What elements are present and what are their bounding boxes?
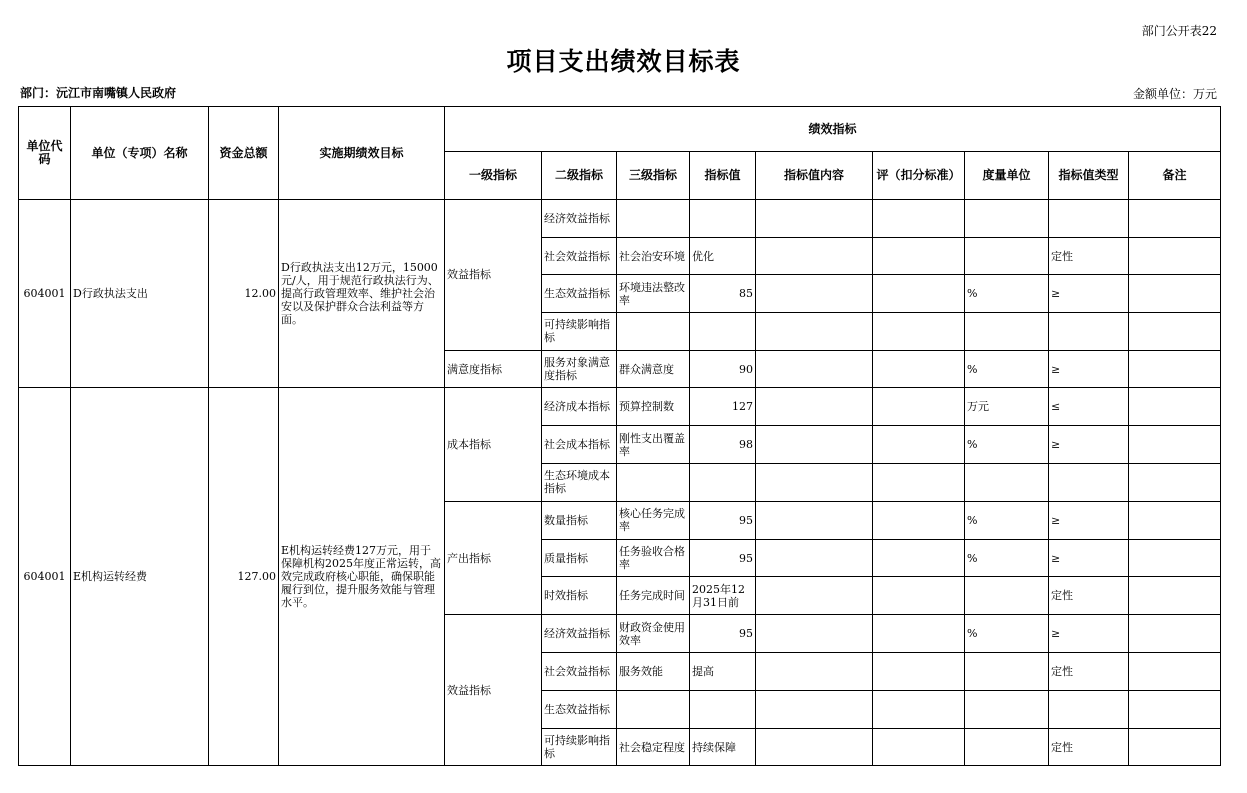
header-level2: 二级指标 xyxy=(542,152,617,200)
value-type-cell: 定性 xyxy=(1049,577,1129,615)
remark-cell xyxy=(1129,426,1221,464)
scoring-cell xyxy=(873,388,965,426)
value-type-cell: ≥ xyxy=(1049,275,1129,313)
remark-cell xyxy=(1129,501,1221,539)
level3-cell: 预算控制数 xyxy=(617,388,690,426)
value-content-cell xyxy=(756,501,873,539)
value-content-cell xyxy=(756,690,873,728)
value-cell xyxy=(690,690,756,728)
value-content-cell xyxy=(756,388,873,426)
value-cell: 持续保障 xyxy=(690,728,756,766)
value-content-cell xyxy=(756,539,873,577)
value-cell: 2025年12月31日前 xyxy=(690,577,756,615)
value-cell xyxy=(690,200,756,238)
level2-cell: 经济成本指标 xyxy=(542,388,617,426)
remark-cell xyxy=(1129,539,1221,577)
level2-cell: 可持续影响指标 xyxy=(542,728,617,766)
level1-cell: 效益指标 xyxy=(445,615,542,766)
value-content-cell xyxy=(756,728,873,766)
header-performance-indicators: 绩效指标 xyxy=(445,107,1221,152)
level2-cell: 社会效益指标 xyxy=(542,237,617,275)
measure-unit-cell xyxy=(965,653,1049,691)
remark-cell xyxy=(1129,350,1221,388)
level3-cell: 环境违法整改率 xyxy=(617,275,690,313)
value-cell xyxy=(690,464,756,502)
measure-unit-cell: % xyxy=(965,501,1049,539)
value-type-cell: 定性 xyxy=(1049,728,1129,766)
value-content-cell xyxy=(756,615,873,653)
value-type-cell: 定性 xyxy=(1049,653,1129,691)
level2-cell: 可持续影响指标 xyxy=(542,313,617,351)
measure-unit-cell xyxy=(965,464,1049,502)
remark-cell xyxy=(1129,313,1221,351)
level3-cell: 社会治安环境 xyxy=(617,237,690,275)
value-content-cell xyxy=(756,275,873,313)
scoring-cell xyxy=(873,539,965,577)
level1-cell: 产出指标 xyxy=(445,501,542,614)
scoring-cell xyxy=(873,653,965,691)
header-unit-name: 单位（专项）名称 xyxy=(71,107,209,200)
value-content-cell xyxy=(756,313,873,351)
measure-unit-cell: % xyxy=(965,539,1049,577)
table-number: 部门公开表22 xyxy=(1141,24,1217,38)
level2-cell: 社会效益指标 xyxy=(542,653,617,691)
level2-cell: 时效指标 xyxy=(542,577,617,615)
level3-cell: 核心任务完成率 xyxy=(617,501,690,539)
level2-cell: 经济效益指标 xyxy=(542,615,617,653)
scoring-cell xyxy=(873,501,965,539)
unit-code-cell: 604001 xyxy=(19,200,71,388)
scoring-cell xyxy=(873,350,965,388)
value-type-cell: 定性 xyxy=(1049,237,1129,275)
amount-unit-label: 金额单位：万元 xyxy=(1132,87,1217,101)
header-total-funds: 资金总额 xyxy=(209,107,279,200)
measure-unit-cell xyxy=(965,690,1049,728)
value-cell: 优化 xyxy=(690,237,756,275)
value-type-cell xyxy=(1049,200,1129,238)
remark-cell xyxy=(1129,237,1221,275)
value-content-cell xyxy=(756,200,873,238)
measure-unit-cell: % xyxy=(965,275,1049,313)
value-type-cell: ≤ xyxy=(1049,388,1129,426)
measure-unit-cell: % xyxy=(965,350,1049,388)
value-type-cell: ≥ xyxy=(1049,615,1129,653)
header-goal: 实施期绩效目标 xyxy=(279,107,445,200)
header-value: 指标值 xyxy=(690,152,756,200)
unit-name-cell: E机构运转经费 xyxy=(71,388,209,766)
remark-cell xyxy=(1129,388,1221,426)
value-type-cell xyxy=(1049,313,1129,351)
level1-cell: 效益指标 xyxy=(445,200,542,351)
remark-cell xyxy=(1129,690,1221,728)
level3-cell: 任务完成时间 xyxy=(617,577,690,615)
level3-cell: 社会稳定程度 xyxy=(617,728,690,766)
level1-cell: 满意度指标 xyxy=(445,350,542,388)
level2-cell: 质量指标 xyxy=(542,539,617,577)
value-cell: 提高 xyxy=(690,653,756,691)
value-content-cell xyxy=(756,577,873,615)
goal-cell: D行政执法支出12万元，15000元/人，用于规范行政执法行为、提高行政管理效率、维护社会治安以及保护群众合法利益等方面。 xyxy=(279,200,445,388)
remark-cell xyxy=(1129,577,1221,615)
value-cell: 95 xyxy=(690,501,756,539)
performance-target-table xyxy=(18,106,1221,766)
value-content-cell xyxy=(756,653,873,691)
level3-cell: 任务验收合格率 xyxy=(617,539,690,577)
amount-cell: 127.00 xyxy=(209,388,279,766)
level1-cell: 成本指标 xyxy=(445,388,542,501)
level2-cell: 经济效益指标 xyxy=(542,200,617,238)
amount-cell: 12.00 xyxy=(209,200,279,388)
table-row xyxy=(19,200,1221,238)
measure-unit-cell: 万元 xyxy=(965,388,1049,426)
level2-cell: 社会成本指标 xyxy=(542,426,617,464)
remark-cell xyxy=(1129,653,1221,691)
page-title: 项目支出绩效目标表 xyxy=(506,47,741,76)
level3-cell xyxy=(617,464,690,502)
header-remark: 备注 xyxy=(1129,152,1221,200)
level2-cell: 生态效益指标 xyxy=(542,275,617,313)
table-row xyxy=(19,388,1221,426)
level3-cell: 财政资金使用效率 xyxy=(617,615,690,653)
value-content-cell xyxy=(756,237,873,275)
level3-cell xyxy=(617,200,690,238)
header-value-content: 指标值内容 xyxy=(756,152,873,200)
level3-cell: 群众满意度 xyxy=(617,350,690,388)
value-cell: 95 xyxy=(690,539,756,577)
scoring-cell xyxy=(873,728,965,766)
scoring-cell xyxy=(873,577,965,615)
goal-cell: E机构运转经费127万元，用于保障机构2025年度正常运转，高效完成政府核心职能，确保职能履行到位，提升服务效能与管理水平。 xyxy=(279,388,445,766)
measure-unit-cell: % xyxy=(965,615,1049,653)
header-level1: 一级指标 xyxy=(445,152,542,200)
value-cell xyxy=(690,313,756,351)
scoring-cell xyxy=(873,615,965,653)
measure-unit-cell xyxy=(965,200,1049,238)
remark-cell xyxy=(1129,200,1221,238)
value-cell: 85 xyxy=(690,275,756,313)
remark-cell xyxy=(1129,615,1221,653)
header-measure-unit: 度量单位 xyxy=(965,152,1049,200)
value-type-cell: ≥ xyxy=(1049,350,1129,388)
level3-cell: 刚性支出覆盖率 xyxy=(617,426,690,464)
scoring-cell xyxy=(873,426,965,464)
remark-cell xyxy=(1129,275,1221,313)
remark-cell xyxy=(1129,464,1221,502)
measure-unit-cell xyxy=(965,728,1049,766)
scoring-cell xyxy=(873,275,965,313)
measure-unit-cell xyxy=(965,313,1049,351)
value-cell: 90 xyxy=(690,350,756,388)
unit-name-cell: D行政执法支出 xyxy=(71,200,209,388)
value-cell: 95 xyxy=(690,615,756,653)
value-type-cell xyxy=(1049,690,1129,728)
level3-cell xyxy=(617,690,690,728)
measure-unit-cell: % xyxy=(965,426,1049,464)
level2-cell: 服务对象满意度指标 xyxy=(542,350,617,388)
value-type-cell xyxy=(1049,464,1129,502)
value-cell: 127 xyxy=(690,388,756,426)
remark-cell xyxy=(1129,728,1221,766)
level2-cell: 生态效益指标 xyxy=(542,690,617,728)
level3-cell xyxy=(617,313,690,351)
header-value-type: 指标值类型 xyxy=(1049,152,1129,200)
value-type-cell: ≥ xyxy=(1049,426,1129,464)
value-content-cell xyxy=(756,426,873,464)
header-level3: 三级指标 xyxy=(617,152,690,200)
level2-cell: 数量指标 xyxy=(542,501,617,539)
measure-unit-cell xyxy=(965,577,1049,615)
unit-code-cell: 604001 xyxy=(19,388,71,766)
scoring-cell xyxy=(873,237,965,275)
scoring-cell xyxy=(873,200,965,238)
value-type-cell: ≥ xyxy=(1049,501,1129,539)
scoring-cell xyxy=(873,690,965,728)
level2-cell: 生态环境成本指标 xyxy=(542,464,617,502)
header-unit-code: 单位代码 xyxy=(19,107,71,200)
scoring-cell xyxy=(873,464,965,502)
value-content-cell xyxy=(756,350,873,388)
value-content-cell xyxy=(756,464,873,502)
value-type-cell: ≥ xyxy=(1049,539,1129,577)
department-label: 部门：沅江市南嘴镇人民政府 xyxy=(20,86,177,100)
header-scoring: 评（扣分标准） xyxy=(873,152,965,200)
measure-unit-cell xyxy=(965,237,1049,275)
level3-cell: 服务效能 xyxy=(617,653,690,691)
scoring-cell xyxy=(873,313,965,351)
value-cell: 98 xyxy=(690,426,756,464)
